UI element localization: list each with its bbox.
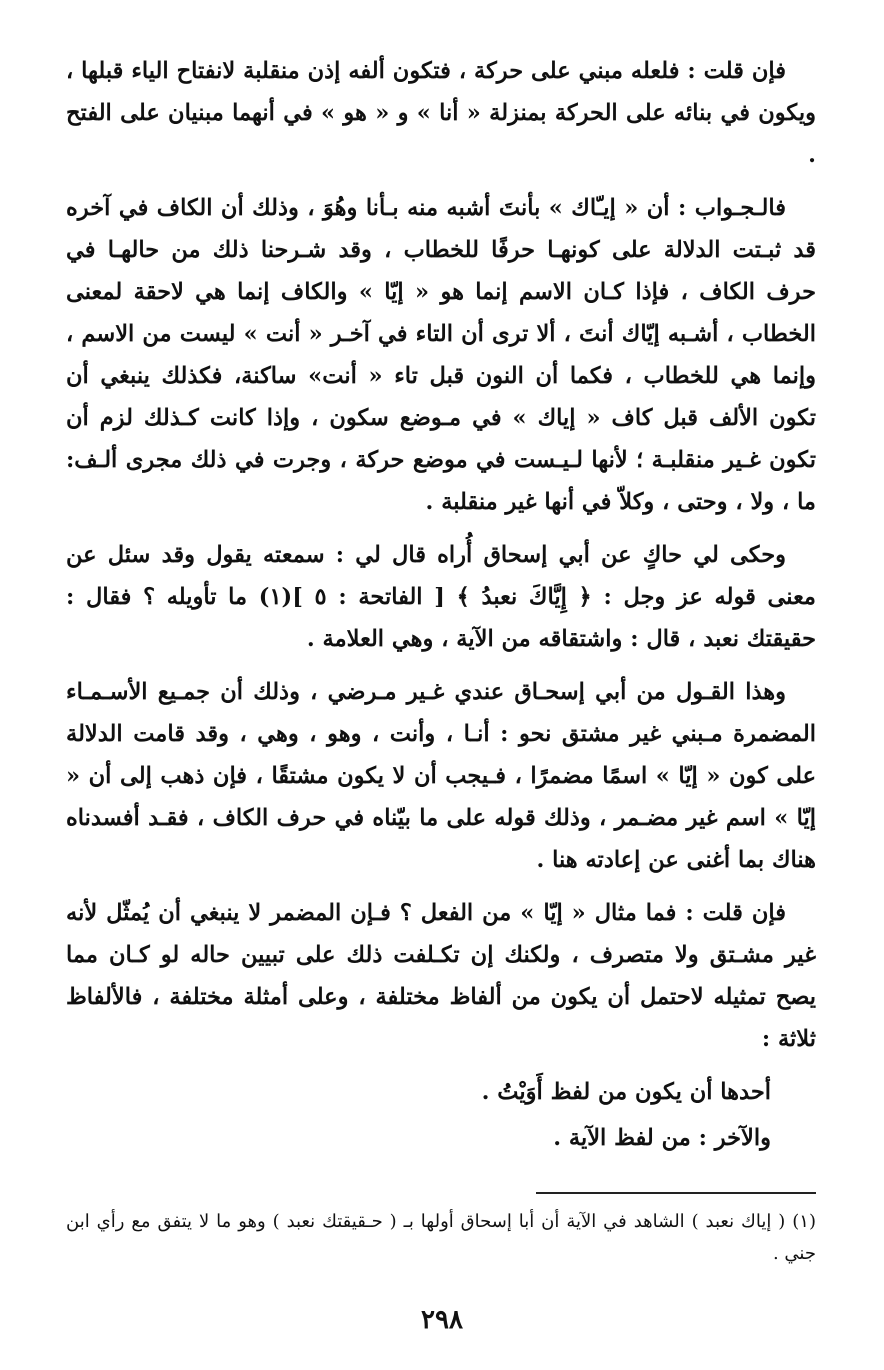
- paragraph-question: فإن قلت : فما مثال « إيّا » من الفعل ؟ فـإن المضمر لا ينبغي أن يُمثّل لأنه غير مشـتق ولا متصرف ، ولكنك إن تكـلفت ذلك على تبيين حاله لو كـان مما يصح تمثيله لاحتمل أن يكون من ألفاظ مختلفة ، وعلى أمثلة مختلفة ، فالألفاظ ثلاثة :: [66, 900, 816, 1052]
- paragraph-answer: فالـجـواب : أن « إيـّاك » بأنتَ أشبه منه بـأنا وهُوَ ، وذلك أن الكاف في آخره قد ثبـتت الدلالة على كونهـا حرفًا للخطاب ، وقد شـرحنا ذلك من حالهـا في حرف الكاف ، فإذا كـان الاسم إنما هو « إيّا » والكاف إنما هي لاحقة لمعنى الخطاب ، أشـبه إيّاك أنتَ ، ألا ترى أن التاء في آخـر « أنت » ليست من الاسم ، وإنما هي للخطاب ، فكما أن النون قبل تاء « أنت» ساكنة، فكذلك ينبغي أن تكون الألف قبل كاف « إياك » في مـوضع سكون ، وإذا كانت كـذلك لزم أن تكون غـير منقلبـة ؛ لأنها لـيـست في موضع حركة ، وجرت في ذلك مجرى ألـف: ما ، ولا ، وحتى ، وكلاّ في أنها غير منقلبة .: [66, 195, 816, 515]
- paragraph-second-option: والآخر : من لفظ الآية .: [553, 1125, 771, 1151]
- main-text: [66, 50, 816, 1163]
- paragraph-first-option: أحدها أن يكون من لفظ أَوَيْتُ .: [481, 1079, 771, 1105]
- footnote: (١) ( إياك نعبد ) الشاهد في الآية أن أبا إسحاق أولها بـ ( حـقيقتك نعبد ) وهو ما لا يتفق مع رأي ابن جني .: [66, 1211, 816, 1264]
- paragraph-narration: وحكى لي حاكٍ عن أبي إسحاق أُراه قال لي : سمعته يقول وقد سئل عن معنى قوله عز وجل : ﴿ إِيَّاكَ نعبدُ ﴾ [ الفاتحة : ٥ ](١) ما تأويله ؟ فقال : حقيقتك نعبد ، قال : واشتقاقه من الآية ، وهي العلامة .: [66, 542, 816, 652]
- page-number: ٢٩٨: [421, 1305, 463, 1335]
- footnote-divider: [536, 1192, 816, 1194]
- paragraph-critique: وهذا القـول من أبي إسحـاق عندي غـير مـرضي ، وذلك أن جمـيع الأسـمـاء المضمرة مـبني غير مشتق نحو : أنـا ، وأنت ، وهو ، وهي ، وقد قامت الدلالة على كون « إيّا » اسمًا مضمرًا ، فـيجب أن لا يكون مشتقًا ، فإن ذهب إلى أن « إيّا » اسم غير مضـمر ، وذلك قوله على ما بيّناه في حرف الكاف ، فقـد أفسدناه هناك بما أغنى عن إعادته هنا .: [66, 679, 816, 873]
- paragraph-objection: فإن قلت : فلعله مبني على حركة ، فتكون ألفه إذن منقلبة لانفتاح الياء قبلها ، ويكون في بنائه على الحركة بمنزلة « أنا » و « هو » في أنهما مبنيان على الفتح .: [66, 58, 816, 168]
